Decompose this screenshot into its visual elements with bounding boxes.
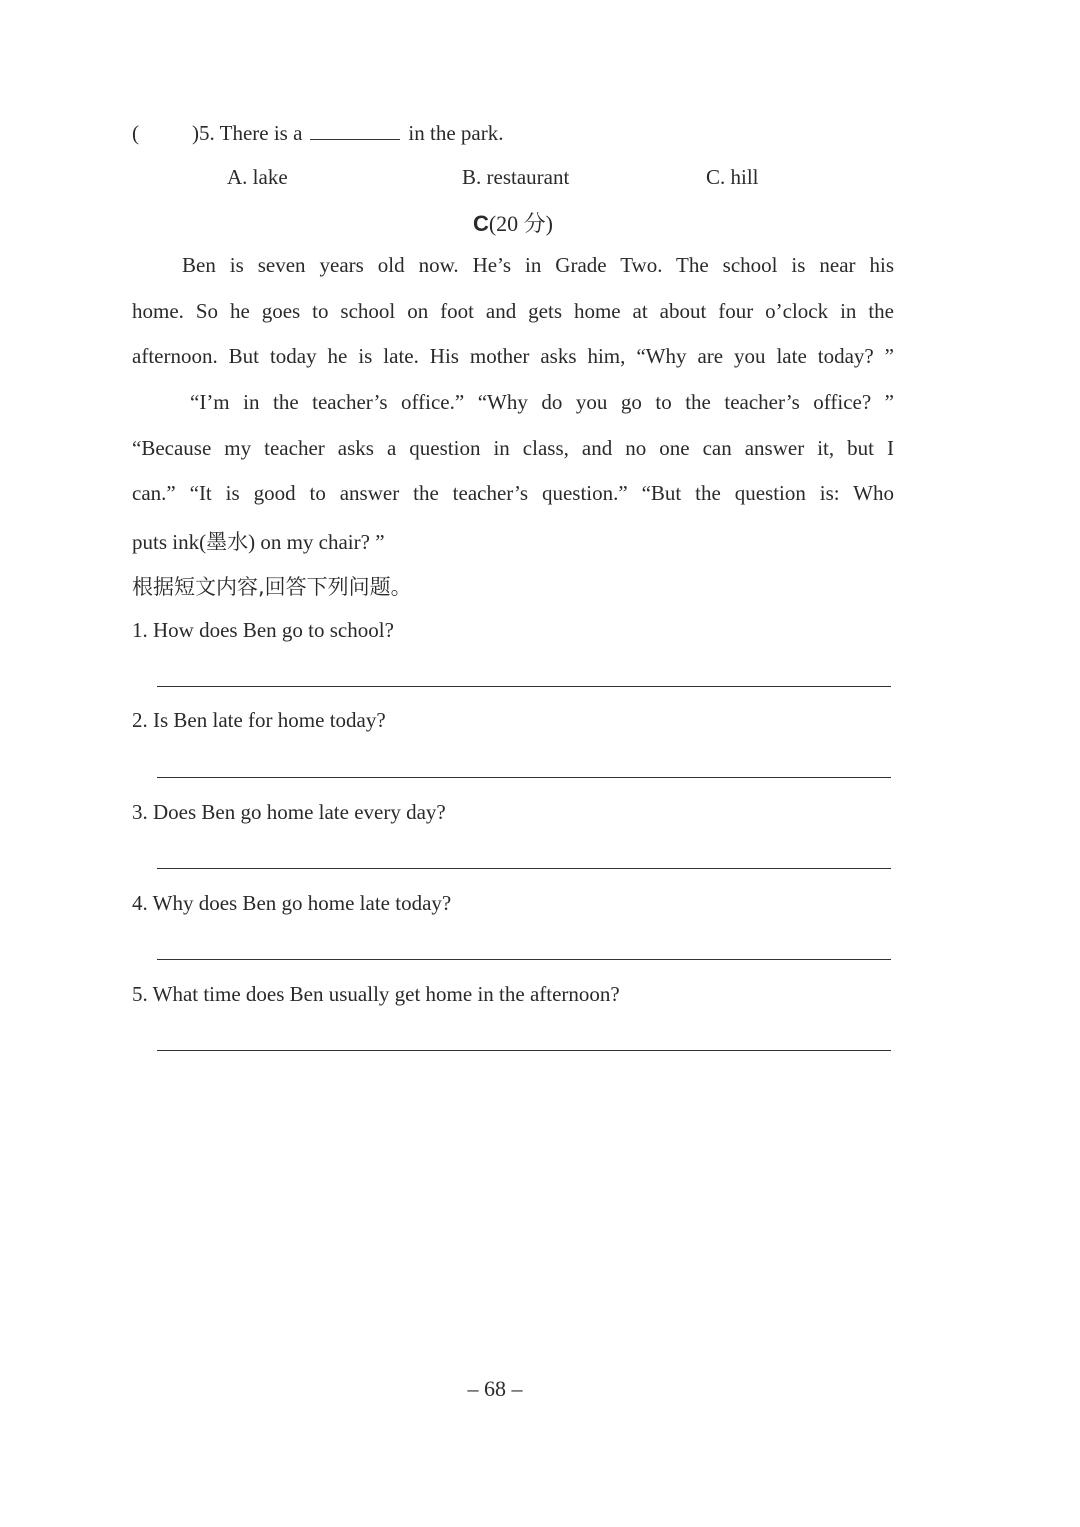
- answer-line-1[interactable]: [157, 686, 891, 687]
- question-2: 2. Is Ben late for home today?: [132, 708, 386, 732]
- passage-line: can.” “It is good to answer the teacher’s question.” “But the question is: Who: [132, 481, 894, 505]
- question-number: )5.: [192, 121, 215, 145]
- instruction: 根据短文内容,回答下列问题。: [132, 575, 412, 599]
- answer-line-3[interactable]: [157, 868, 891, 869]
- question-5-text-after: in the park.: [408, 121, 504, 145]
- question-4: 4. Why does Ben go home late today?: [132, 891, 452, 915]
- answer-line-5[interactable]: [157, 1050, 891, 1051]
- answer-line-2[interactable]: [157, 777, 891, 778]
- passage-line: “I’m in the teacher’s office.” “Why do you go to the teacher’s office? ”: [190, 390, 894, 414]
- passage-line: afternoon. But today he is late. His mother asks him, “Why are you late today? ”: [132, 344, 894, 368]
- section-heading: [0, 207, 1026, 238]
- fill-blank[interactable]: [310, 117, 400, 140]
- page-number: – 68 –: [467, 1376, 523, 1401]
- passage-line: home. So he goes to school on foot and gets home at about four o’clock in the: [132, 299, 894, 323]
- question-5: [132, 117, 503, 147]
- question-3: 3. Does Ben go home late every day?: [132, 800, 446, 824]
- option-a: A. lake: [227, 165, 288, 189]
- section-letter: C: [472, 211, 489, 236]
- passage-line: Ben is seven years old now. He’s in Grade Two. The school is near his: [182, 253, 894, 277]
- passage-line: puts ink(墨水) on my chair? ”: [132, 530, 385, 554]
- option-b: B. restaurant: [462, 165, 570, 189]
- passage-line: “Because my teacher asks a question in class, and no one can answer it, but I: [132, 436, 894, 460]
- question-1: 1. How does Ben go to school?: [132, 618, 394, 642]
- question-5-text-before: There is a: [219, 121, 303, 145]
- question-5-open: 5. What time does Ben usually get home in the afternoon?: [132, 982, 620, 1006]
- answer-paren-open: (: [132, 121, 139, 145]
- section-score: (20 分): [488, 211, 554, 236]
- answer-line-4[interactable]: [157, 959, 891, 960]
- option-c: C. hill: [706, 165, 759, 189]
